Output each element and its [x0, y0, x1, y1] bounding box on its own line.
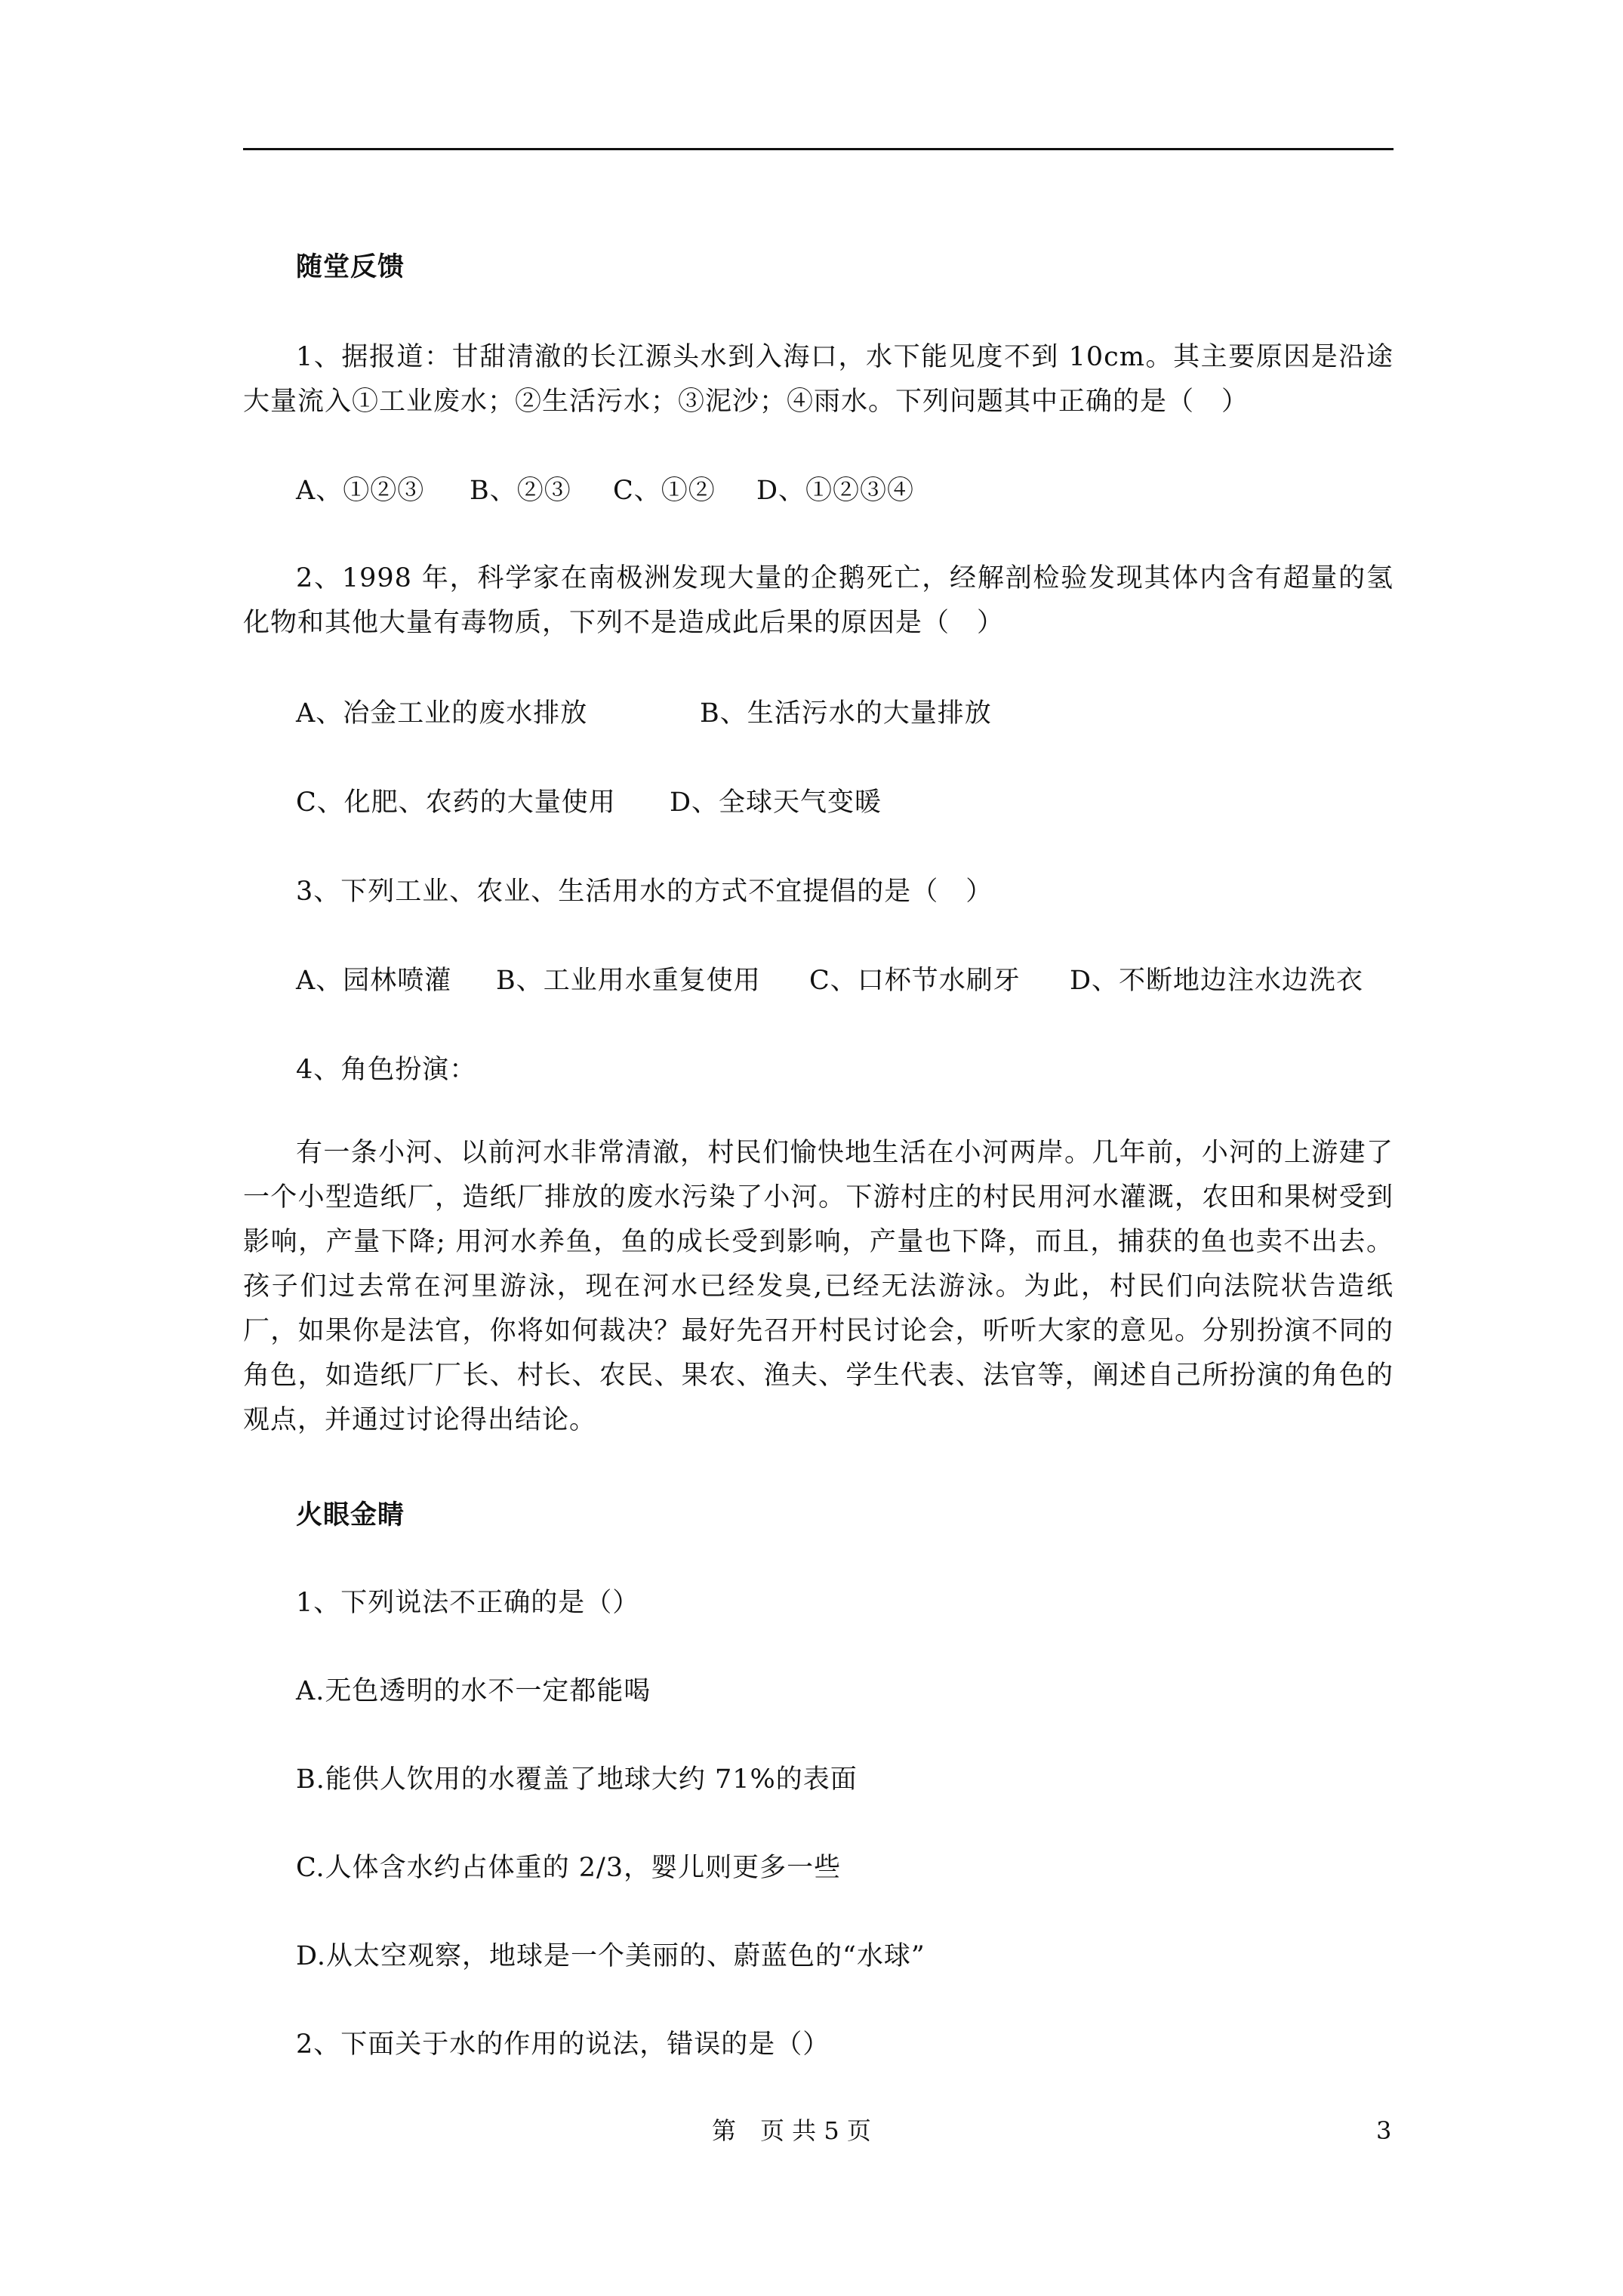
- sharp-eyes-option-c: C.人体含水约占体重的 2/3，婴儿则更多一些: [296, 1853, 842, 1883]
- sharp-eyes-question-2-text: 2、下面关于水的作用的说法，错误的是（）: [296, 2029, 830, 2060]
- question-2-options-row-1: [296, 697, 992, 730]
- footer-page-label: 第 页 共 5 页: [712, 2116, 871, 2145]
- header-rule: [243, 148, 1394, 150]
- sharp-eyes-option-b: B.能供人饮用的水覆盖了地球大约 71%的表面: [296, 1764, 858, 1795]
- option-a: A、冶金工业的废水排放: [296, 698, 588, 729]
- section-heading-feedback: 随堂反馈: [296, 251, 405, 282]
- option-c: C、化肥、农药的大量使用: [296, 787, 616, 818]
- question-1-options: [296, 474, 914, 507]
- option-b: B、生活污水的大量排放: [700, 698, 992, 729]
- option-d: D、①②③④: [756, 476, 915, 506]
- role-play-passage: 有一条小河、以前河水非常清澈，村民们愉快地生活在小河两岸。几年前，小河的上游建了一个小型造纸厂，造纸厂排放的废水污染了小河。下游村庄的村民用河水灌溉，农田和果树受到影响，产量下降; 用河水养鱼，鱼的成长受到影响，产量也下降，而且，捕获的鱼也卖不出去。孩子们过去常在河里游泳，现在河水已经发臭,已经无法游泳。为此，村民们向法院状告造纸厂，如果你是法官，你将如何裁决？最好先召开村民讨论会，听听大家的意见。分别扮演不同的角色，如造纸厂厂长、村长、农民、果农、渔夫、学生代表、法官等，阐述自己所扮演的角色的观点，并通过讨论得出结论。: [243, 1138, 1394, 1435]
- option-a: A、①②③: [296, 476, 425, 506]
- option-d: D、不断地边注水边洗衣: [1070, 966, 1364, 996]
- option-c: C、口杯节水刷牙: [809, 966, 1021, 996]
- question-3-options: [296, 964, 1363, 997]
- question-3-text: 3、下列工业、农业、生活用水的方式不宜提倡的是（ ）: [296, 877, 993, 907]
- footer-page-number: 3: [1376, 2116, 1392, 2145]
- question-1-text: 1、据报道：甘甜清澈的长江源头水到入海口，水下能见度不到 10cm。其主要原因是沿途大量流入①工业废水；②生活污水；③泥沙；④雨水。下列问题其中正确的是（ ）: [243, 342, 1394, 417]
- question-4-text: 4、角色扮演：: [296, 1055, 477, 1085]
- sharp-eyes-question-1-text: 1、下列说法不正确的是（）: [296, 1588, 640, 1618]
- option-b: B、工业用水重复使用: [496, 966, 761, 996]
- sharp-eyes-option-d: D.从太空观察，地球是一个美丽的、蔚蓝色的“水球”: [296, 1941, 925, 1971]
- sharp-eyes-option-a: A.无色透明的水不一定都能喝: [296, 1676, 651, 1706]
- question-2-options-row-2: [296, 786, 882, 819]
- question-2-text: 2、1998 年，科学家在南极洲发现大量的企鹅死亡，经解剖检验发现其体内含有超量的氢化物和其他大量有毒物质，下列不是造成此后果的原因是（ ）: [243, 563, 1394, 638]
- section-heading-sharp-eyes: 火眼金睛: [296, 1499, 405, 1530]
- option-c: C、①②: [613, 476, 716, 506]
- option-a: A、园林喷灌: [296, 966, 452, 996]
- option-d: D、全球天气变暖: [670, 787, 882, 818]
- option-b: B、②③: [470, 476, 571, 506]
